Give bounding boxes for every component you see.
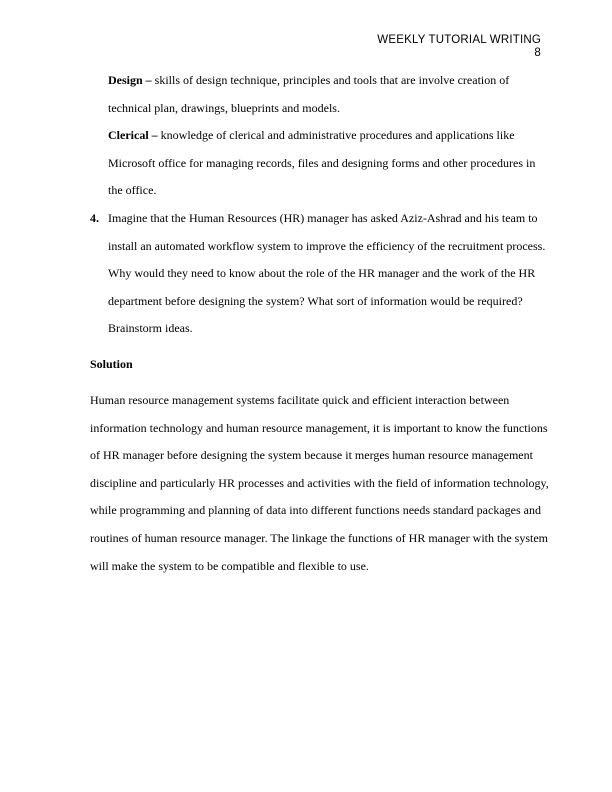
definition-term: Clerical – (108, 128, 158, 142)
definition-text: skills of design technique, principles and tools that are involve creation of technical plan, drawings, blueprints and models. (108, 73, 510, 115)
solution-heading: Solution (90, 357, 133, 371)
page-header (377, 34, 541, 60)
definition-design (108, 67, 548, 122)
definition-term: Design – (108, 73, 152, 87)
question-text: Imagine that the Human Resources (HR) manager has asked Aziz-Ashrad and his team to install an automated workflow system to improve the efficiency of the recruitment process. Why would they need to know about the role of the HR manager and the work of the HR department before designing the system? What sort of information would be required? Brainstorm ideas. (108, 211, 546, 336)
definition-clerical (108, 122, 548, 205)
definition-text: knowledge of clerical and administrative procedures and applications like Microsoft office for managing records, files and designing forms and other procedures in the office. (108, 128, 536, 198)
solution-body: Human resource management systems facilitate quick and efficient interaction between information technology and human resource management, it is important to know the functions of HR manager before designing the system because it merges human resource management discipline and particularly HR processes and activities with the field of information technology, while programming and planning of data into different functions needs standard packages and routines of human resource manager. The linkage the functions of HR manager with the system will make the system to be compatible and flexible to use. (90, 393, 549, 573)
question-number: 4. (90, 211, 99, 225)
running-head-title: WEEKLY TUTORIAL WRITING (377, 34, 541, 46)
page-number: 8 (534, 47, 541, 59)
